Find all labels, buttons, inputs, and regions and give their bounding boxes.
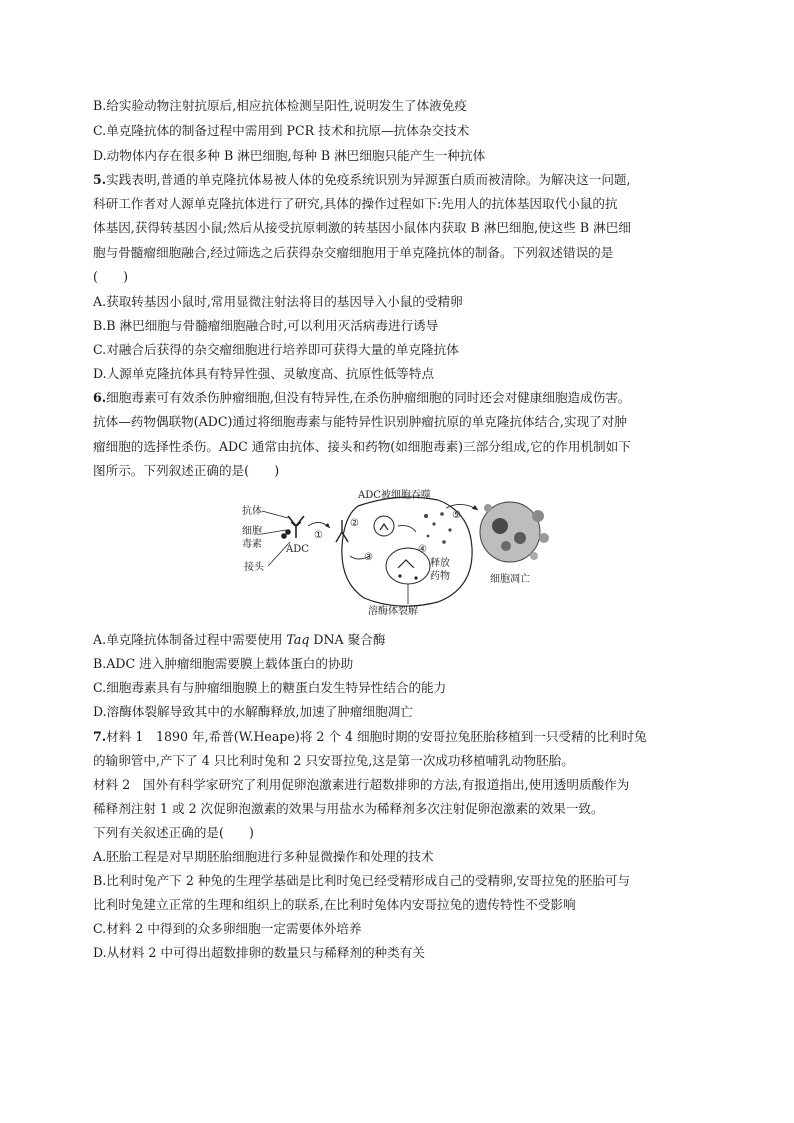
line-text: C.对融合后获得的杂交瘤细胞进行培养即可获得大量的单克隆抗体 (93, 342, 459, 357)
line-text: D.从材料 2 中可得出超数排卵的数量只与稀释剂的种类有关 (93, 945, 425, 960)
text-line-l13 (93, 390, 631, 406)
text-line-l12 (93, 366, 434, 382)
line-text: ( ) (93, 269, 129, 284)
antibody-icon (282, 516, 304, 538)
question-number: 7. (93, 729, 107, 744)
text-line-l11 (93, 342, 459, 358)
line-text: B.ADC 进入肿瘤细胞需要膜上载体蛋白的协助 (93, 656, 354, 671)
line-text: D.溶酶体裂解导致其中的水解酶释放,加速了肿瘤细胞凋亡 (93, 704, 413, 719)
text-line-l7 (93, 245, 613, 261)
label-release-1: 释放 (430, 558, 450, 569)
text-line-l30 (93, 945, 425, 961)
text-line-l25 (93, 825, 254, 841)
label-release-2: 药物 (430, 571, 450, 582)
line-text: 胞与骨髓瘤细胞融合,经过筛选之后获得杂交瘤细胞用于单克隆抗体的制备。下列叙述错误的是 (93, 245, 614, 260)
text-line-l18 (93, 656, 353, 672)
line-text: C.材料 2 中得到的众多卵细胞一定需要体外培养 (93, 921, 362, 936)
line-text: 下列有关叙述正确的是( ) (93, 825, 254, 840)
question-number: 6. (93, 390, 107, 405)
line-text: 图所示。下列叙述正确的是( ) (93, 463, 280, 478)
line-text: C.单克隆抗体的制备过程中需用到 PCR 技术和抗原—抗体杂交技术 (93, 123, 470, 138)
text-line-l28 (93, 897, 576, 913)
text-line-l9 (93, 294, 463, 310)
line-text: 实践表明,普通的单克隆抗体易被人体的免疫系统识别为异源蛋白质而被清除。为解决这一问题, (106, 172, 631, 187)
italic-term: Taq (286, 632, 310, 647)
text-line-l3 (93, 148, 485, 164)
text-line-l17 (93, 632, 385, 648)
question-number: 5. (93, 172, 107, 187)
step-1: ① (314, 530, 323, 541)
text-line-l14 (93, 414, 627, 430)
engulfed-vesicle (374, 516, 394, 536)
text-line-l10 (93, 318, 438, 334)
line-text: 稀释剂注射 1 或 2 次促卵泡激素的效果与用盐水为稀释剂多次注射促卵泡激素的效果一致。 (93, 801, 604, 816)
label-toxin-1: 细胞 (242, 526, 262, 537)
text-line-l29 (93, 921, 362, 937)
label-adc-engulfed: ADC被细胞吞噬 (358, 490, 431, 501)
text-line-l15 (93, 439, 631, 455)
line-text: 材料 1 1890 年,希普(W.Heape)将 2 个 4 细胞时期的安哥拉兔胚胎移植到一只受精的比利时兔 (106, 729, 647, 744)
step-2: ② (350, 518, 359, 529)
line-text: A.胚胎工程是对早期胚胎细胞进行多种显微操作和处理的技术 (93, 849, 434, 864)
line-text: 细胞毒素可有效杀伤肿瘤细胞,但没有特异性,在杀伤肿瘤细胞的同时还会对健康细胞造成伤害。 (106, 390, 631, 405)
text-line-l21 (93, 729, 647, 745)
line-text: 的输卵管中,产下了 4 只比利时兔和 2 只安哥拉兔,这是第一次成功移植哺乳动物胚胎。 (93, 753, 574, 768)
line-text: A.获取转基因小鼠时,常用显微注射法将目的基因导入小鼠的受精卵 (93, 294, 463, 309)
line-text: 瘤细胞的选择性杀伤。ADC 通常由抗体、接头和药物(如细胞毒素)三部分组成,它的作用机制如下 (93, 439, 631, 454)
line-text: D.动物体内存在很多种 B 淋巴细胞,每种 B 淋巴细胞只能产生一种抗体 (93, 148, 486, 163)
line-text: D.人源单克隆抗体具有特异性强、灵敏度高、抗原性低等特点 (93, 366, 435, 381)
line-text: 体基因,获得转基因小鼠;然后从接受抗原刺激的转基因小鼠体内获取 B 淋巴细胞,使这些 B 淋巴细 (93, 220, 631, 235)
line-text: 材料 2 国外有科学家研究了利用促卵泡激素进行超数排卵的方法,有报道指出,使用透明质酸作为 (93, 777, 630, 792)
label-toxin-2: 毒素 (242, 539, 262, 550)
dying-cell-icon (480, 502, 549, 562)
line-prefix: A.单克隆抗体制备过程中需要使用 (93, 632, 287, 647)
text-line-l2 (93, 123, 469, 139)
line-text: 科研工作者对人源单克隆抗体进行了研究,具体的操作过程如下:先用人的抗体基因取代小鼠的抗 (93, 196, 618, 211)
text-line-l24 (93, 801, 604, 817)
line-text: 抗体—药物偶联物(ADC)通过将细胞毒素与能特异性识别肿瘤抗原的单克隆抗体结合,实现了对肿 (93, 414, 627, 429)
text-line-l16 (93, 463, 279, 479)
label-adc: ADC (286, 544, 309, 555)
label-lysosome: 溶酶体裂解 (368, 606, 418, 617)
line-text: DNA 聚合酶 (309, 632, 386, 647)
text-line-l27 (93, 873, 630, 889)
label-apoptosis: 细胞凋亡 (490, 574, 530, 585)
text-line-l19 (93, 680, 446, 696)
adc-mechanism-figure (238, 486, 558, 618)
text-line-l20 (93, 704, 413, 720)
label-antibody: 抗体 (242, 506, 262, 517)
text-line-l1 (93, 98, 467, 114)
step-5: ⑤ (452, 510, 461, 521)
text-line-l23 (93, 777, 629, 793)
text-line-l5 (93, 196, 618, 212)
text-line-l22 (93, 753, 574, 769)
line-text: B.比利时兔产下 2 种兔的生理学基础是比利时兔已经受精形成自己的受精卵,安哥拉兔的胚胎可与 (93, 873, 631, 888)
text-line-l8 (93, 269, 128, 285)
line-text: 比利时兔建立正常的生理和组织上的联系,在比利时兔体内安哥拉兔的遗传特性不受影响 (93, 897, 576, 912)
line-text: B.B 淋巴细胞与骨髓瘤细胞融合时,可以利用灭活病毒进行诱导 (93, 318, 439, 333)
line-text: C.细胞毒素具有与肿瘤细胞膜上的糖蛋白发生特异性结合的能力 (93, 680, 447, 695)
text-line-l6 (93, 220, 631, 236)
label-linker: 接头 (244, 562, 264, 573)
line-text: B.给实验动物注射抗原后,相应抗体检测呈阳性,说明发生了体液免疫 (93, 98, 467, 113)
text-line-l4 (93, 172, 631, 188)
text-line-l26 (93, 849, 434, 865)
step-3: ③ (364, 552, 373, 563)
step-4: ④ (418, 544, 427, 555)
